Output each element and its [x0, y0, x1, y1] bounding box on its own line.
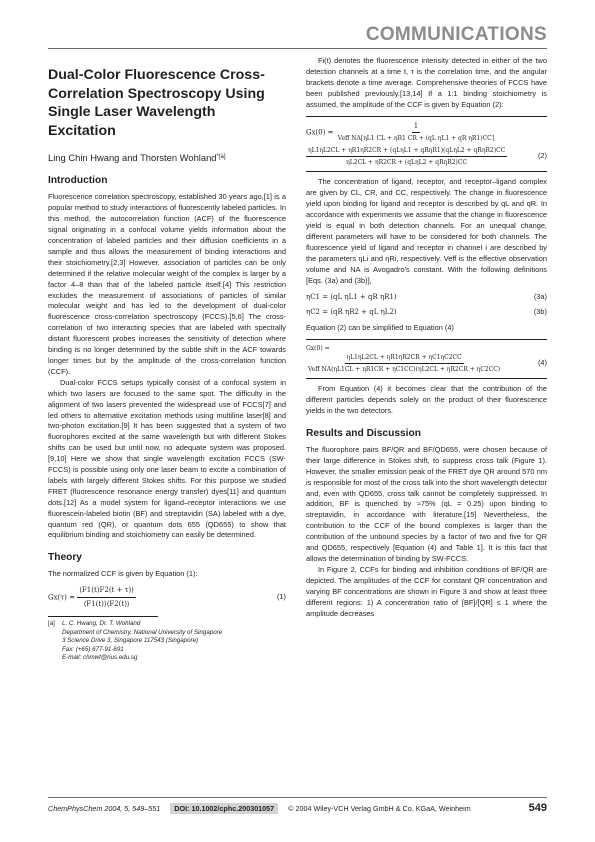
footer-journal: ChemPhysChem 2004, 5, 549–551 [48, 803, 161, 813]
equation-3a [306, 292, 547, 303]
eq1-denominator: ⟨F1(t)⟩⟨F2(t)⟩ [83, 600, 130, 609]
equation-4 [306, 339, 547, 379]
eq4-numerator: ηL1ηL2CL + ηR1ηR2CR + ηC1ηC2CC [345, 353, 464, 364]
footnote-line-5[interactable]: E-mail: chmwt@nus.edu.sg [62, 654, 138, 662]
left-column [48, 56, 286, 663]
right-paragraph-4: From Equation (4) it becomes clear that the contribution of the different particles depends solely on the product of their fluorescence yields in the two detectors. [306, 384, 547, 416]
eq3a-number: (3a) [533, 291, 547, 301]
right-paragraph-2: The concentration of ligand, receptor, and receptor–ligand complex are given by CL, CR, and CC, respectively. The change in fluorescence yield upon binding for ligand and receptor is described by qL and qR. In accordance with experiments we assume that the change in fluorescence yield is equal in both detection channels. For an unequal change, different parameters will have to be considered for both channels. The fluorescence yield of ligand and receptor in channel i are described by the parameters ηLi and ηRi, respectively. Veff is the effective observation volume and NA is Avogadro's constant. With the following definitions [Eqs. (3a) and (3b)], [306, 177, 547, 285]
intro-paragraph-1: Fluorescence correlation spectroscopy, established 30 years ago,[1] is a popular method to study interactions of fluorescently labeled particles. In this method, the autocorrelation function (ACF) of the fluorescence signal originating in a confocal volume yields information about the concentration of labeled particles and their diffusion coefficients in a sample and thus allows the measurement of binding interactions and their stoichiometry.[2,3] However, association of particles can be only determined if the relative molecular weight of the complex is larger by a factor 4–8 than that of the labeled particle itself.[4] This restriction excludes the measurement of associations of particles of similar molecular weight and has led to the development of dual-color fluorescence cross-correlation spectroscopy (FCCS).[5,6] The cross-correlation of two interacting species that are labeled with spectrally distant fluorescent probes increases the sensitivity of detection where binding is no longer determined by the subtle shift in the ACF towards longer times but by the amplitude of the cross-correlation function (CCF). [48, 192, 286, 376]
eq2-fraction-2 [306, 146, 507, 167]
eq4-lhs: Gx(0) = [306, 345, 330, 353]
eq1-fraction [77, 585, 136, 610]
eq2-denominator-1: Veff NA[ηL1 CL + ηR1 CR + (qL ηL1 + qR ηR1)CC] [337, 135, 495, 143]
eq2-fraction-1 [336, 121, 496, 144]
eq3b-body: ηC2 = (qR ηR2 + qL ηL2) [306, 308, 397, 317]
right-paragraph-3: Equation (2) can be simplified to Equation (4) [306, 323, 454, 333]
eq2-number: (2) [537, 151, 547, 161]
header-rule [48, 48, 547, 49]
footer-doi[interactable]: DOI: 10.1002/cphc.200301057 [170, 803, 278, 814]
equation-3b [306, 307, 547, 318]
authors-affiliation-mark: *[a] [216, 154, 226, 161]
page-number: 549 [528, 802, 547, 814]
eq1-number: (1) [276, 592, 286, 602]
footnote-line-1: L. C. Hwang, Dr. T. Wohland [62, 620, 141, 628]
eq2-numerator-2: ηL1ηL2CL + ηR1ηR2CR + (qLηL1 + qRηR1)(qLηL2 + qRηR2)CC [306, 146, 507, 157]
footnote-label: [a] [48, 620, 55, 628]
eq1-numerator: ⟨F1(t)F2(t + τ)⟩ [77, 585, 136, 598]
equation-1 [48, 585, 286, 610]
footer-rule [48, 797, 547, 798]
eq4-row [306, 353, 547, 374]
footnote-rule [48, 616, 158, 617]
theory-paragraph-1: The normalized CCF is given by Equation (1): [48, 569, 198, 579]
eq2-lhs: Gx(0) = [306, 127, 334, 136]
article-authors [48, 152, 286, 164]
eq2-row-1 [306, 121, 547, 144]
eq4-fraction [306, 353, 502, 374]
footnote-line-2: Department of Chemistry, National University of Singapore [62, 628, 223, 636]
eq4-number: (4) [537, 358, 547, 368]
right-column [306, 56, 547, 619]
page-footer [48, 802, 547, 814]
eq2-numerator-1: 1 [412, 121, 420, 134]
results-paragraph-1: The fluorophore pairs BF/QR and BF/QD655, were chosen because of their large difference in Stokes shift, to suppress cross talk (Figure 1). However, the smaller emission peak of the FRET dye QR around 570 nm is responsible for most of the cross talk into the short wavelength detector and, even with QD655, cross talk cannot be completely suppressed. In addition, BF is quenched by ≈75% (qL = 0.25) upon binding to streptavidin, in accordance with literature.[15] Nevertheless, the contribution to the CCF of the bound complexes is larger than the contribution of the unbound species by a factor of two and five for QR and QD655, respectively [Equation (4) and Table 1]. It is this fact that allows the determination of binding by SW-FCCS. [306, 444, 547, 563]
equation-2 [306, 116, 547, 173]
right-paragraph-1: Fi(t) denotes the fluorescence intensity detected in either of the two detection channels at a time t, τ is the correlation time, and the angular brackets denote a time average. Comprehensive theories of FCCS have been published previously.[13,14] If a 1:1 binding stoichiometry is assumed, the amplitude of the CCF is given by Equation (2): [306, 56, 547, 109]
heading-theory: Theory [48, 552, 82, 564]
footnote-line-3: 3 Science Drive 3, Singapore 117543 (Singapore) [62, 637, 199, 645]
eq4-denominator: Veff NA(ηL1CL + ηR1CR + ηC1CC)(ηL2CL + ηR2CR + ηC2CC) [308, 366, 501, 374]
footer-copyright: © 2004 Wiley-VCH Verlag GmbH & Co. KGaA, Weinheim [288, 803, 471, 813]
results-paragraph-2: In Figure 2, CCFs for binding and inhibition conditions of BF/QR are depicted. The amplitudes of the CCF for constant QR concentration and varying BF concentrations are shown in Figure 3 and show at least three different regions: 1) A concentration ratio of [BF]/[QR] ≤ 1 where the amplitude decreases [306, 564, 547, 618]
eq1-lhs: Gx(τ) = [48, 593, 75, 602]
heading-results: Results and Discussion [306, 427, 421, 439]
eq2-row-2 [306, 146, 547, 167]
eq2-denominator-2: ηL2CL + ηR2CR + (qLηL2 + qRηR2)CC [346, 159, 468, 167]
intro-paragraph-2: Dual-color FCCS setups typically consist of a confocal system in which two lasers are focused to the same spot. The difficulty in the alignment of two lasers prevented the widespread use of FCCS[7] and led others to alternative excitation methods using multiline laser[8] and two-photon excitation.[9] It has been suggested that a system of two fluorophores excited at the same wavelength but with different Stokes shifts can be used but until now, no adequate system was proposed.[9,10] Here we show that single wavelength excitation FCCS (SW-FCCS) is possible using only one laser beam to excite a combination of labels with largely different Stokes shifts. For this purpose we studied FRET (fluorescence resonance energy transfer) dyes[11] and quantum dots.[12] As a model system for ligand–receptor interactions we use fluorescein-labeled biotin (BF) and streptavidin (SA) labeled with a dye, quantum red (QR), or quantum dots 655 (QD655) to show that equilibrium binding and stoichiometry can easily be determined. [48, 377, 286, 540]
heading-introduction: Introduction [48, 175, 108, 187]
footnote-line-4: Fax: (+65) 677-91-691 [62, 645, 124, 653]
eq3a-body: ηC1 = (qL ηL1 + qR ηR1) [306, 292, 397, 301]
authors-names: Ling Chin Hwang and Thorsten Wohland [48, 152, 217, 164]
article-title: Dual-Color Fluorescence Cross-Correlation Spectroscopy Using Single Laser Wavelength Excitation [48, 67, 265, 139]
eq3b-number: (3b) [533, 307, 547, 317]
footnote [48, 620, 286, 663]
section-label: COMMUNICATIONS [365, 24, 547, 45]
